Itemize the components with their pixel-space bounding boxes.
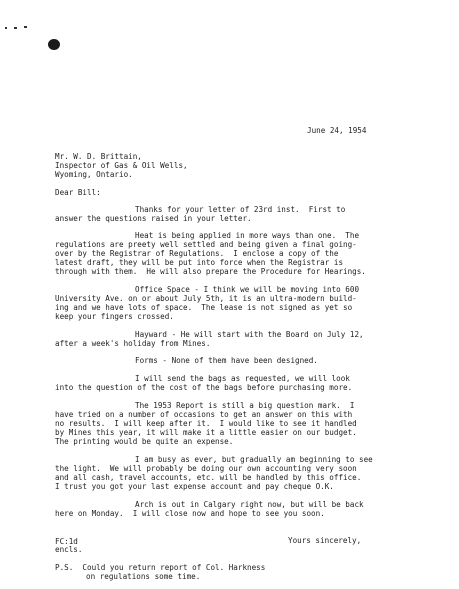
body-line: I will send the bags as requested, we will look <box>135 374 350 383</box>
body-line: Arch is out in Calgary right now, but will be back <box>135 500 364 509</box>
body-line: I am busy as ever, but gradually am beginning to see <box>135 455 373 464</box>
body-line: the light. We will probably be doing our own accounting very soon <box>55 464 357 473</box>
body-line: Hayward - He will start with the Board on July 12, <box>135 330 364 339</box>
salutation: Dear Bill: <box>55 188 101 197</box>
body-line: regulations are preety well settled and being given a final going- <box>55 240 357 249</box>
ink-speck <box>5 27 7 29</box>
postscript-line: P.S. Could you return report of Col. Harkness <box>55 563 266 572</box>
body-line: by Mines this year, it will make it a little easier on our budget. <box>55 428 357 437</box>
letter-date: June 24, 1954 <box>307 126 367 135</box>
body-line: answer the questions raised in your letter. <box>55 214 252 223</box>
body-line: University Ave. on or about July 5th, it is an ultra-modern build- <box>55 294 357 303</box>
postscript-line: on regulations some time. <box>86 572 201 581</box>
body-line: The printing would be quite an expense. <box>55 437 234 446</box>
body-line: latest draft, they will be put into force when the Registrar is <box>55 258 344 267</box>
body-line: Forms - None of them have been designed. <box>135 356 318 365</box>
body-line: The 1953 Report is still a big question mark. I <box>135 401 355 410</box>
body-line: here on Monday. I will close now and hope to see you soon. <box>55 509 325 518</box>
body-line: through with them. He will also prepare the Procedure for Hearings. <box>55 267 366 276</box>
body-line: Heat is being applied in more ways than one. The <box>135 231 360 240</box>
body-line: into the question of the cost of the bags before purchasing more. <box>55 383 353 392</box>
address-line: Wyoming, Ontario. <box>55 170 133 179</box>
body-line: I trust you got your last expense account and pay cheque O.K. <box>55 482 334 491</box>
punch-hole-mark <box>48 39 60 50</box>
body-line: no results. I will keep after it. I would like to see it handled <box>55 419 357 428</box>
body-line: keep your fingers crossed. <box>55 312 174 321</box>
body-line: and all cash, travel accounts, etc. will be handled by this office. <box>55 473 362 482</box>
body-line: ing and we have lots of space. The lease is not signed as yet so <box>55 303 353 312</box>
enclosure-note: encls. <box>55 545 83 554</box>
reference-initials: FC:1d <box>55 537 78 546</box>
body-line: Office Space - I think we will be moving into 600 <box>135 285 360 294</box>
body-line: over by the Registrar of Regulations. I enclose a copy of the <box>55 249 339 258</box>
address-line: Inspector of Gas & Oil Wells, <box>55 161 188 170</box>
closing: Yours sincerely, <box>288 536 362 545</box>
address-line: Mr. W. D. Brittain, <box>55 152 142 161</box>
body-line: Thanks for your letter of 23rd inst. First to <box>135 205 346 214</box>
body-line: have tried on a number of occasions to get an answer on this with <box>55 410 353 419</box>
ink-speck <box>14 27 17 29</box>
body-line: after a week's holiday from Mines. <box>55 339 211 348</box>
ink-speck <box>24 26 27 28</box>
